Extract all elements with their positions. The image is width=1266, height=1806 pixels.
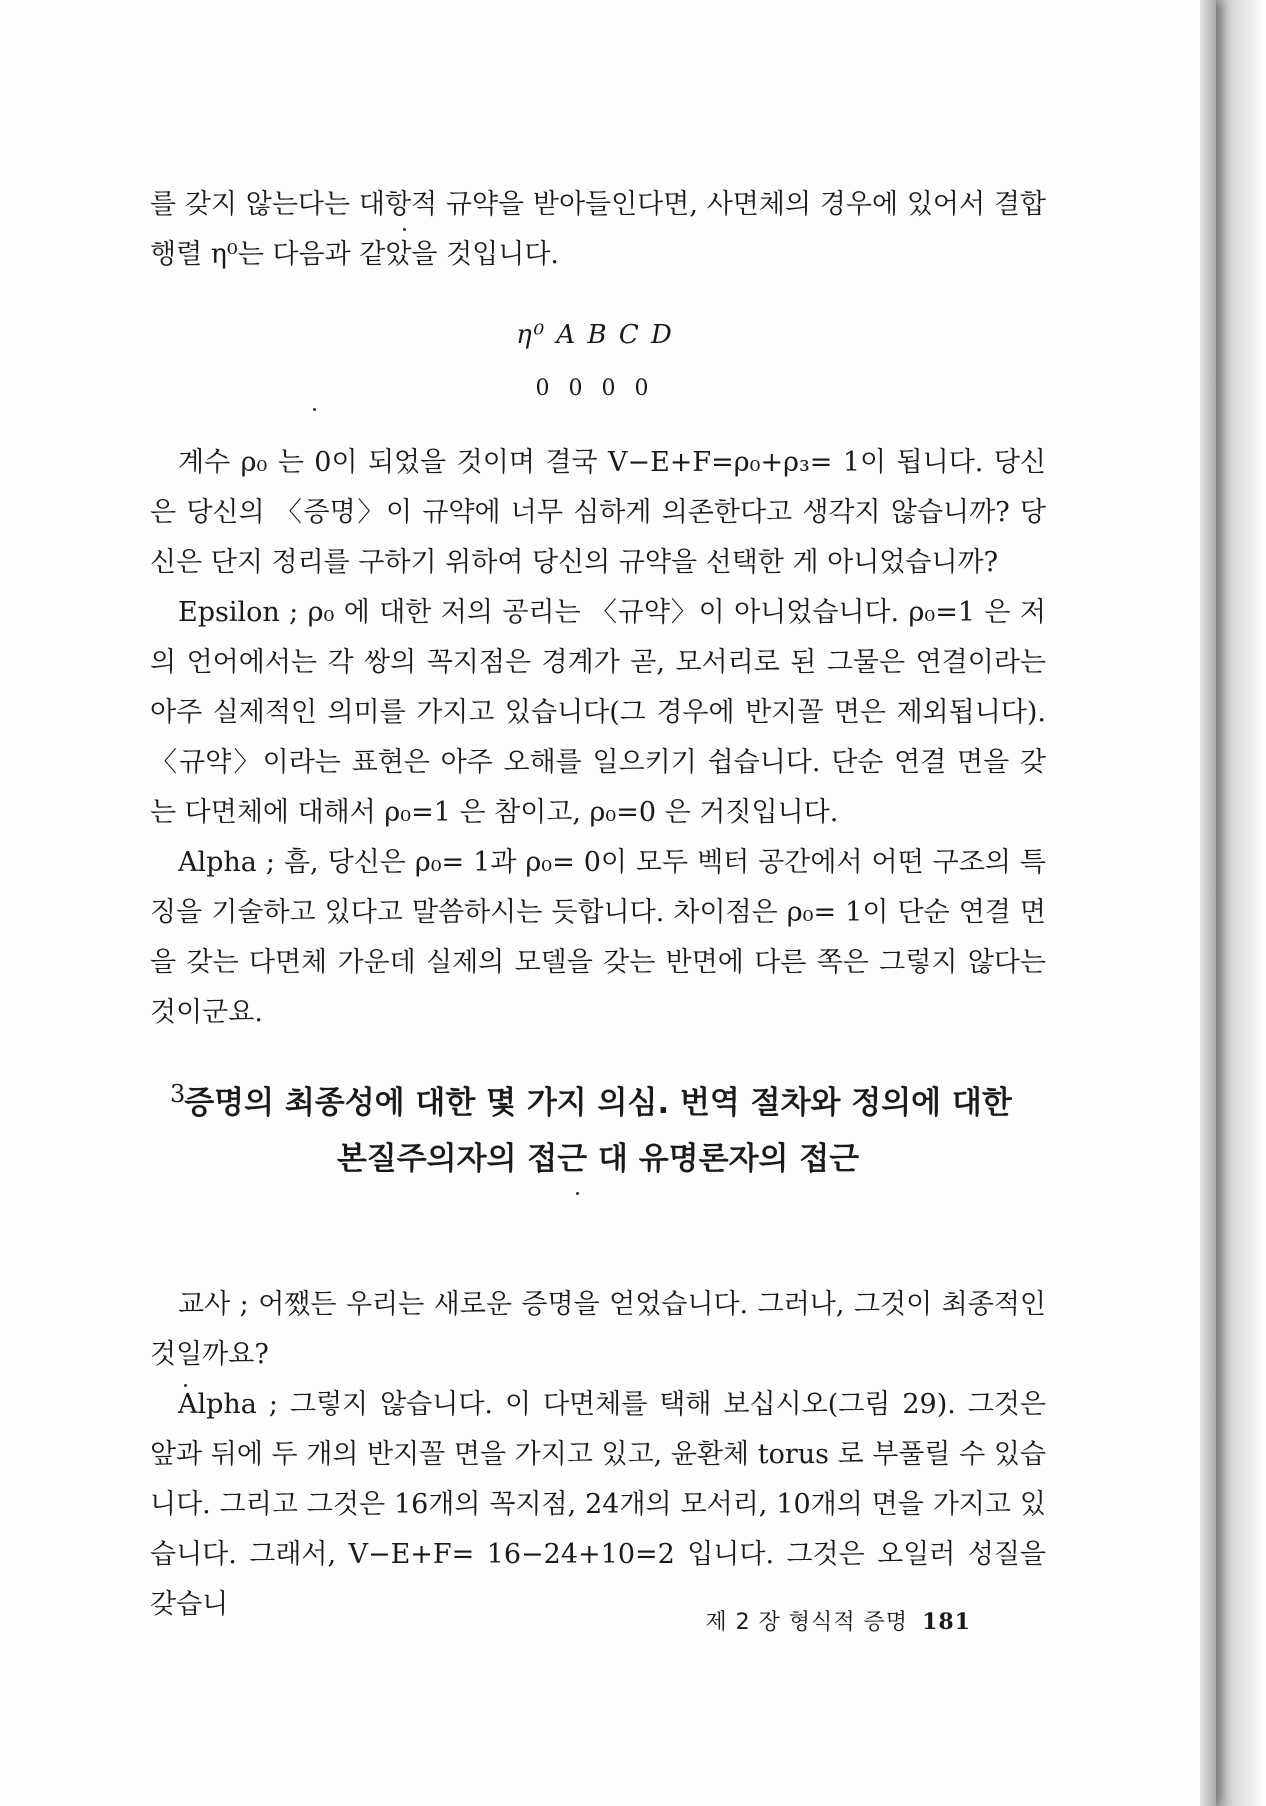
paragraph-2: 계수 ρ₀ 는 0이 되었을 것이며 결국 V−E+F=ρ₀+ρ₃= 1이 됩니다. 당신은 당신의 〈증명〉이 규약에 너무 심하게 의존한다고 생각지 않습니까? 당신은 단지 정리를 구하기 위하여 당신의 규약을 선택한 게 아니었습니까? — [150, 447, 1046, 578]
scan-speck — [313, 408, 316, 411]
chapter-label: 제 2 장 형식적 증명 — [705, 1610, 909, 1635]
paragraph-alpha-2: Alpha ; 그렇지 않습니다. 이 다면체를 택해 보십시오(그림 29). 그것은 앞과 뒤에 두 개의 반지꼴 면을 가지고 있고, 윤환체 torus 로 부풀릴 수 있습니다. 그리고 그것은 16개의 꼭지점, 24개의 모서리, 10개의 면을 가지고 있습니다. 그래서, V−E+F= 16−24+10=2 입니다. 그것은 오일러 성질을 갖습니 — [150, 1389, 1046, 1620]
paragraph-epsilon: Epsilon ; ρ₀ 에 대한 저의 공리는 〈규약〉이 아니었습니다. ρ₀=1 은 저의 언어에서는 각 쌍의 꼭지점은 경계가 곧, 모서리로 된 그물은 연결이라는 아주 실제적인 의미를 가지고 있습니다(그 경우에 반지꼴 면은 제외됩니다). 〈규약〉이라는 표현은 아주 오해를 일으키기 쉽습니다. 단순 연결 면을 갖는 다면체에 대해서 ρ₀=1 은 참이고, ρ₀=0 은 거짓입니다. — [150, 597, 1046, 828]
scan-speck — [576, 1192, 579, 1195]
scan-speck — [403, 228, 406, 231]
scan-speck — [184, 1384, 187, 1387]
page-number: 181 — [922, 1609, 971, 1635]
section-title — [150, 1075, 1046, 1187]
paragraph-alpha-1: Alpha ; 흠, 당신은 ρ₀= 1과 ρ₀= 0이 모두 벡터 공간에서 어떤 구조의 특징을 기술하고 있다고 말씀하시는 듯합니다. 차이점은 ρ₀= 1이 단순 연결 면을 갖는 다면체 가운데 실제의 모델을 갖는 반면에 다른 쪽은 그렇지 않다는 것이군요. — [150, 847, 1046, 1028]
section-title-line-1: 증명의 최종성에 대한 몇 가지 의심. 번역 절차와 정의에 대한 — [184, 1085, 1012, 1121]
matrix-values: 0 0 0 0 — [535, 376, 655, 401]
running-footer — [705, 1605, 971, 1636]
paragraph-1: 를 갖지 않는다는 대항적 규약을 받아들인다면, 사면체의 경우에 있어서 결합 행렬 η⁰는 다음과 같았을 것입니다. — [150, 189, 1046, 270]
page-edge — [1200, 0, 1216, 1806]
section-number: 3 — [170, 1080, 186, 1108]
incidence-matrix — [480, 322, 710, 400]
section-title-line-2: 본질주의자의 접근 대 유명론자의 접근 — [336, 1141, 860, 1177]
paragraph-teacher: 교사 ; 어쨌든 우리는 새로운 증명을 얻었습니다. 그러나, 그것이 최종적인 것일까요? — [150, 1289, 1046, 1370]
matrix-header: η⁰ A B C D — [516, 320, 674, 350]
